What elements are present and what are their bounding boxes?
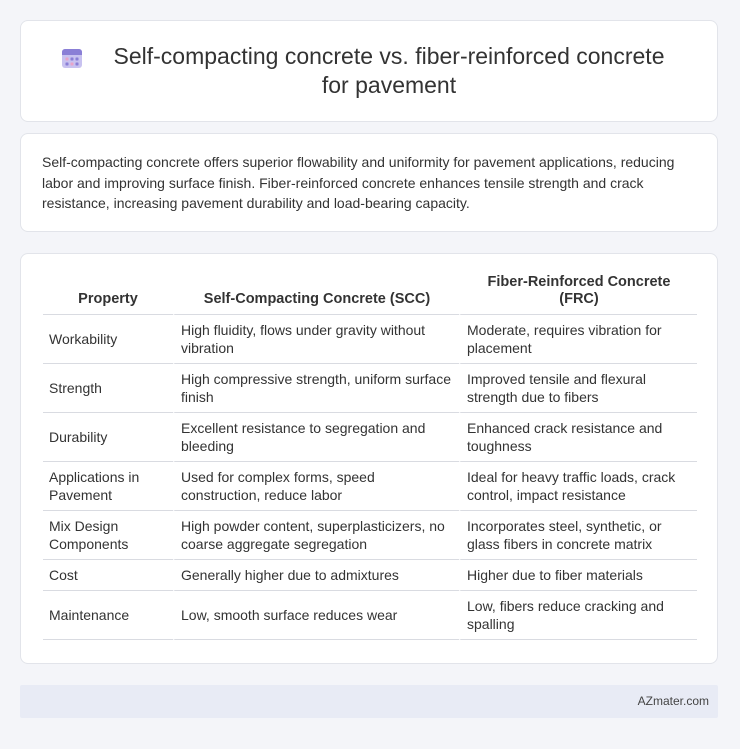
row-scc-value: High fluidity, flows under gravity without vibration	[173, 315, 459, 364]
row-frc-value: Moderate, requires vibration for placement	[459, 315, 697, 364]
row-property: Applications in Pavement	[43, 462, 173, 511]
comparison-table	[43, 270, 697, 640]
row-scc-value: Excellent resistance to segregation and bleeding	[173, 413, 459, 462]
table-row	[43, 511, 697, 560]
table-row	[43, 560, 697, 591]
summary-card	[20, 133, 718, 232]
row-property: Cost	[43, 560, 173, 591]
header-frc: Fiber-Reinforced Concrete (FRC)	[459, 270, 697, 315]
row-frc-value: Higher due to fiber materials	[459, 560, 697, 591]
row-property: Maintenance	[43, 591, 173, 640]
table-row	[43, 462, 697, 511]
title-card	[20, 20, 718, 122]
row-scc-value: Used for complex forms, speed construction, reduce labor	[173, 462, 459, 511]
row-property: Strength	[43, 364, 173, 413]
row-property: Durability	[43, 413, 173, 462]
footer-bar	[20, 685, 718, 718]
row-frc-value: Ideal for heavy traffic loads, crack control, impact resistance	[459, 462, 697, 511]
table-row	[43, 591, 697, 640]
table-row	[43, 413, 697, 462]
row-frc-value: Low, fibers reduce cracking and spalling	[459, 591, 697, 640]
row-scc-value: High powder content, superplasticizers, no coarse aggregate segregation	[173, 511, 459, 560]
header-scc: Self-Compacting Concrete (SCC)	[173, 270, 459, 315]
summary-text: Self-compacting concrete offers superior flowability and uniformity for pavement applications, reducing labor and improving surface finish. Fiber-reinforced concrete enhances tensile strength and crack resistance, increasing pavement durability and load-bearing capacity.	[42, 154, 675, 211]
header-property: Property	[43, 270, 173, 315]
row-scc-value: Generally higher due to admixtures	[173, 560, 459, 591]
row-scc-value: Low, smooth surface reduces wear	[173, 591, 459, 640]
row-scc-value: High compressive strength, uniform surface finish	[173, 364, 459, 413]
row-property: Workability	[43, 315, 173, 364]
row-frc-value: Enhanced crack resistance and toughness	[459, 413, 697, 462]
row-property: Mix Design Components	[43, 511, 173, 560]
page-title: Self-compacting concrete vs. fiber-reinforced concrete for pavement	[113, 43, 665, 98]
table-row	[43, 364, 697, 413]
title-wrap	[21, 21, 717, 121]
row-frc-value: Incorporates steel, synthetic, or glass fibers in concrete matrix	[459, 511, 697, 560]
comparison-card	[20, 253, 718, 664]
table-row	[43, 315, 697, 364]
table-header-row	[43, 270, 697, 315]
row-frc-value: Improved tensile and flexural strength due to fibers	[459, 364, 697, 413]
footer-brand: AZmater.com	[637, 694, 709, 708]
